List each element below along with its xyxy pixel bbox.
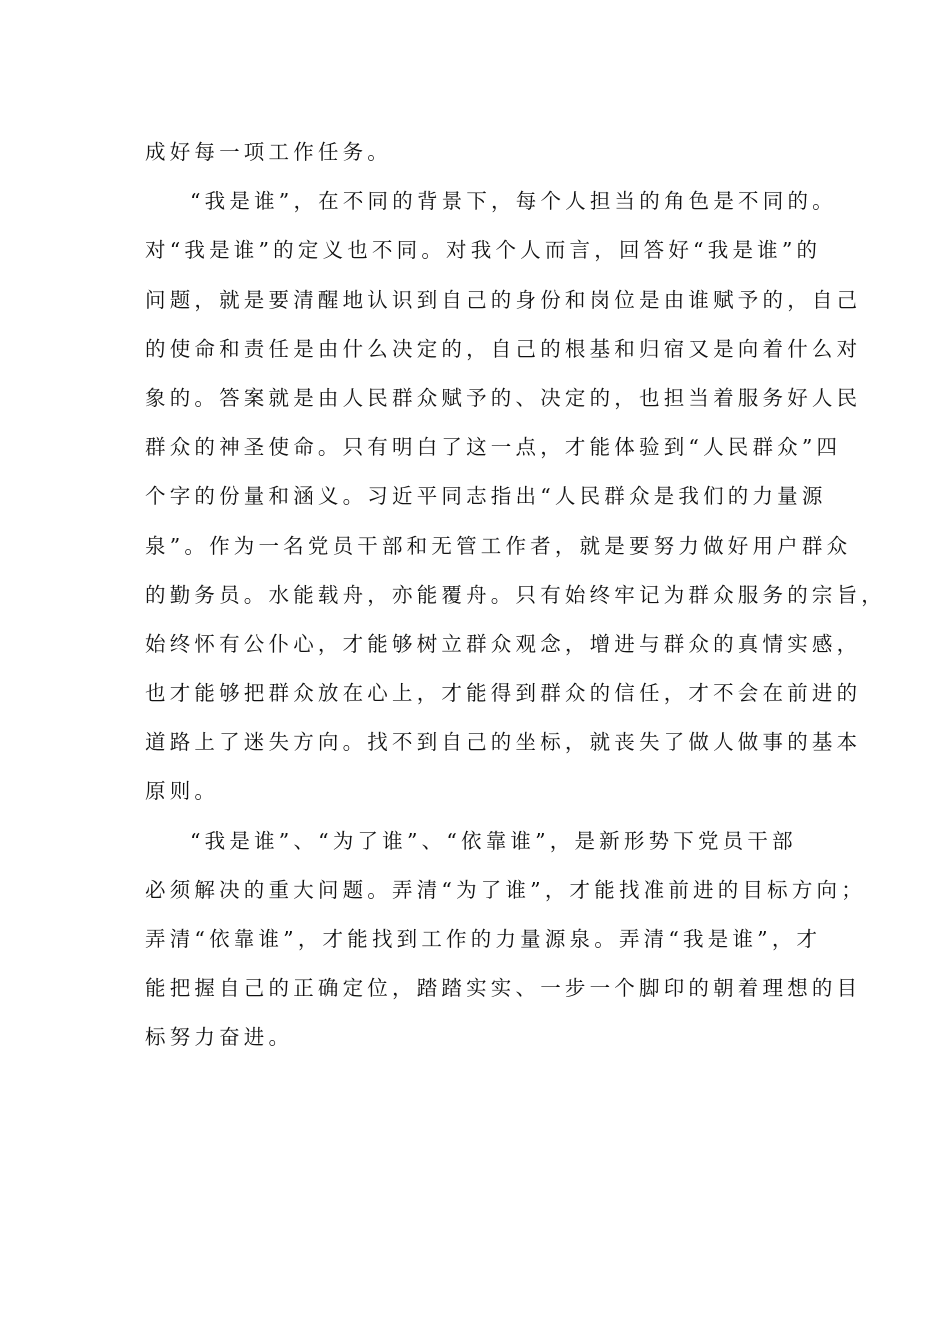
text-line: 道路上了迷失方向。找不到自己的坐标，就丧失了做人做事的基本 <box>145 730 862 755</box>
text-line: “我是谁”，在不同的背景下，每个人担当的角色是不同的。 <box>190 189 837 214</box>
text-line: 象的。答案就是由人民群众赋予的、决定的，也担当着服务好人民 <box>145 385 862 410</box>
text-line: 的使命和责任是由什么决定的，自己的根基和归宿又是向着什么对 <box>145 336 862 361</box>
text-line: 的勤务员。水能载舟，亦能覆舟。只有始终牢记为群众服务的宗旨， <box>145 582 886 607</box>
text-line: 问题，就是要清醒地认识到自己的身份和岗位是由谁赋予的，自己 <box>145 287 862 312</box>
text-line: 个字的份量和涵义。习近平同志指出“人民群众是我们的力量源 <box>145 484 827 509</box>
document-body <box>145 128 886 1063</box>
text-line: 也才能够把群众放在心上，才能得到群众的信任，才不会在前进的 <box>145 681 862 706</box>
text-line: 群众的神圣使命。只有明白了这一点，才能体验到“人民群众”四 <box>145 435 842 460</box>
text-line: 泉”。作为一名党员干部和无管工作者，就是要努力做好用户群众 <box>145 533 852 558</box>
text-line: 能把握自己的正确定位，踏踏实实、一步一个脚印的朝着理想的目 <box>145 976 862 1001</box>
text-line: 对“我是谁”的定义也不同。对我个人而言，回答好“我是谁”的 <box>145 238 822 263</box>
text-line: “我是谁”、“为了谁”、“依靠谁”，是新形势下党员干部 <box>190 828 797 853</box>
text-line: 成好每一项工作任务。 <box>145 140 392 164</box>
text-line: 必须解决的重大问题。弄清“为了谁”，才能找准前进的目标方向； <box>145 877 866 902</box>
paragraph-continuation <box>145 128 810 177</box>
text-line: 始终怀有公仆心，才能够树立群众观念，增进与群众的真情实感， <box>145 631 862 656</box>
text-line: 原则。 <box>145 779 220 804</box>
paragraph-conclusion <box>145 817 866 1063</box>
paragraph-who-am-i <box>145 177 886 816</box>
text-line: 弄清“依靠谁”，才能找到工作的力量源泉。弄清“我是谁”，才 <box>145 927 822 951</box>
text-line: 标努力奋进。 <box>145 1025 294 1050</box>
